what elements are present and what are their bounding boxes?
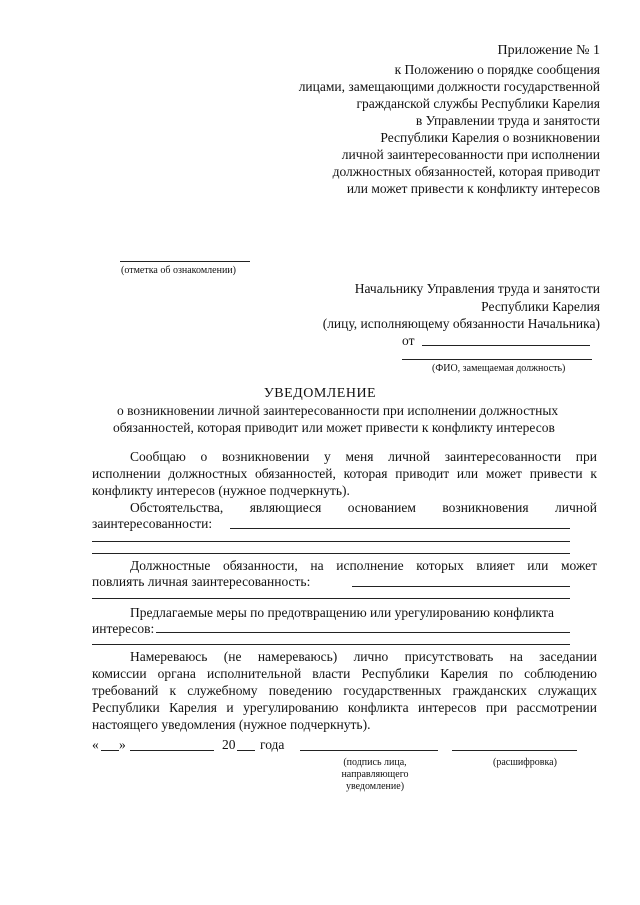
notice-subtitle-2: обязанностей, которая приводит или может привести к конфликту интересов bbox=[113, 420, 555, 435]
appendix-line: или может привести к конфликту интересов bbox=[346, 181, 600, 196]
appendix-line: гражданской службы Республики Карелия bbox=[356, 96, 600, 111]
month-field-line bbox=[130, 750, 214, 751]
signer-caption-3: уведомление) bbox=[345, 781, 405, 792]
appendix-title: Приложение № 1 bbox=[497, 43, 600, 58]
paragraph-3-line-2: повлиять личная заинтересованность: bbox=[92, 574, 311, 589]
appendix-line: Республики Карелия о возникновении bbox=[380, 130, 600, 145]
appendix-line: личной заинтересованности при исполнении bbox=[341, 147, 600, 162]
paragraph-5-line-4: Республики Карелия и урегулированию конфликта интересов при рассмотрении bbox=[92, 700, 597, 715]
addressee-line-2: Республики Карелия bbox=[481, 299, 600, 314]
addressee-line-3: (лицу, исполняющему обязанности Начальника) bbox=[322, 316, 600, 331]
acknowledgment-line bbox=[120, 261, 250, 262]
date-open-quote: « bbox=[92, 737, 99, 752]
fio-caption: (ФИО, замещаемая должность) bbox=[432, 363, 566, 374]
duties-field-line bbox=[92, 598, 570, 599]
notice-subtitle-1: о возникновении личной заинтересованности при исполнении должностных bbox=[117, 403, 559, 418]
signer-caption-1: (подпись лица, bbox=[343, 757, 407, 768]
paragraph-5-line-5: настоящего уведомления (нужное подчеркнуть). bbox=[92, 717, 371, 732]
day-field-line bbox=[101, 750, 119, 751]
year-prefix: 20 bbox=[222, 737, 236, 752]
appendix-line: должностных обязанностей, которая приводит bbox=[332, 164, 600, 179]
notice-title: УВЕДОМЛЕНИЕ bbox=[263, 386, 377, 401]
addressee-line-1: Начальнику Управления труда и занятости bbox=[354, 281, 600, 296]
measures-field-line bbox=[156, 632, 570, 633]
paragraph-1-line-3: конфликту интересов (нужное подчеркнуть). bbox=[92, 483, 350, 498]
date-close-quote: » bbox=[119, 737, 126, 752]
paragraph-3-line-1: Должностные обязанности, на исполнение которых влияет или может bbox=[130, 558, 597, 573]
paragraph-2-line-1: Обстоятельства, являющиеся основанием возникновения личной bbox=[130, 500, 597, 515]
paragraph-5-line-3: требований к служебному поведению государственных гражданских служащих bbox=[92, 683, 597, 698]
from-field-line bbox=[422, 345, 590, 346]
appendix-line: в Управлении труда и занятости bbox=[415, 113, 600, 128]
paragraph-5-line-1: Намереваюсь (не намереваюсь) лично присутствовать на заседании bbox=[130, 649, 597, 664]
year-suffix: года bbox=[260, 737, 285, 752]
paragraph-1-line-2: исполнении должностных обязанностей, которая приводит или может привести к bbox=[92, 466, 597, 481]
appendix-line: к Положению о порядке сообщения bbox=[394, 62, 600, 77]
paragraph-5-line-2: комиссии органа исполнительной власти Республики Карелия по соблюдению bbox=[92, 666, 597, 681]
appendix-line: лицами, замещающими должности государственной bbox=[298, 79, 600, 94]
decode-caption: (расшифровка) bbox=[493, 757, 557, 768]
circumstances-field-line bbox=[230, 528, 570, 529]
paragraph-2-line-2: заинтересованности: bbox=[92, 516, 213, 531]
decode-field-line bbox=[452, 750, 577, 751]
duties-field-line bbox=[352, 586, 570, 587]
paragraph-4-line-1: Предлагаемые меры по предотвращению или урегулированию конфликта bbox=[130, 605, 554, 620]
paragraph-4-line-2: интересов: bbox=[92, 621, 155, 636]
signature-field-line bbox=[300, 750, 438, 751]
year-field-line bbox=[237, 750, 255, 751]
paragraph-1-line-1: Сообщаю о возникновении у меня личной заинтересованности при bbox=[130, 449, 597, 464]
circumstances-field-line bbox=[92, 541, 570, 542]
circumstances-field-line bbox=[92, 553, 570, 554]
signer-caption-2: направляющего bbox=[341, 769, 409, 780]
from-label: от bbox=[402, 333, 415, 348]
measures-field-line bbox=[92, 644, 570, 645]
acknowledgment-caption: (отметка об ознакомлении) bbox=[121, 265, 236, 276]
fio-field-line bbox=[402, 359, 592, 360]
